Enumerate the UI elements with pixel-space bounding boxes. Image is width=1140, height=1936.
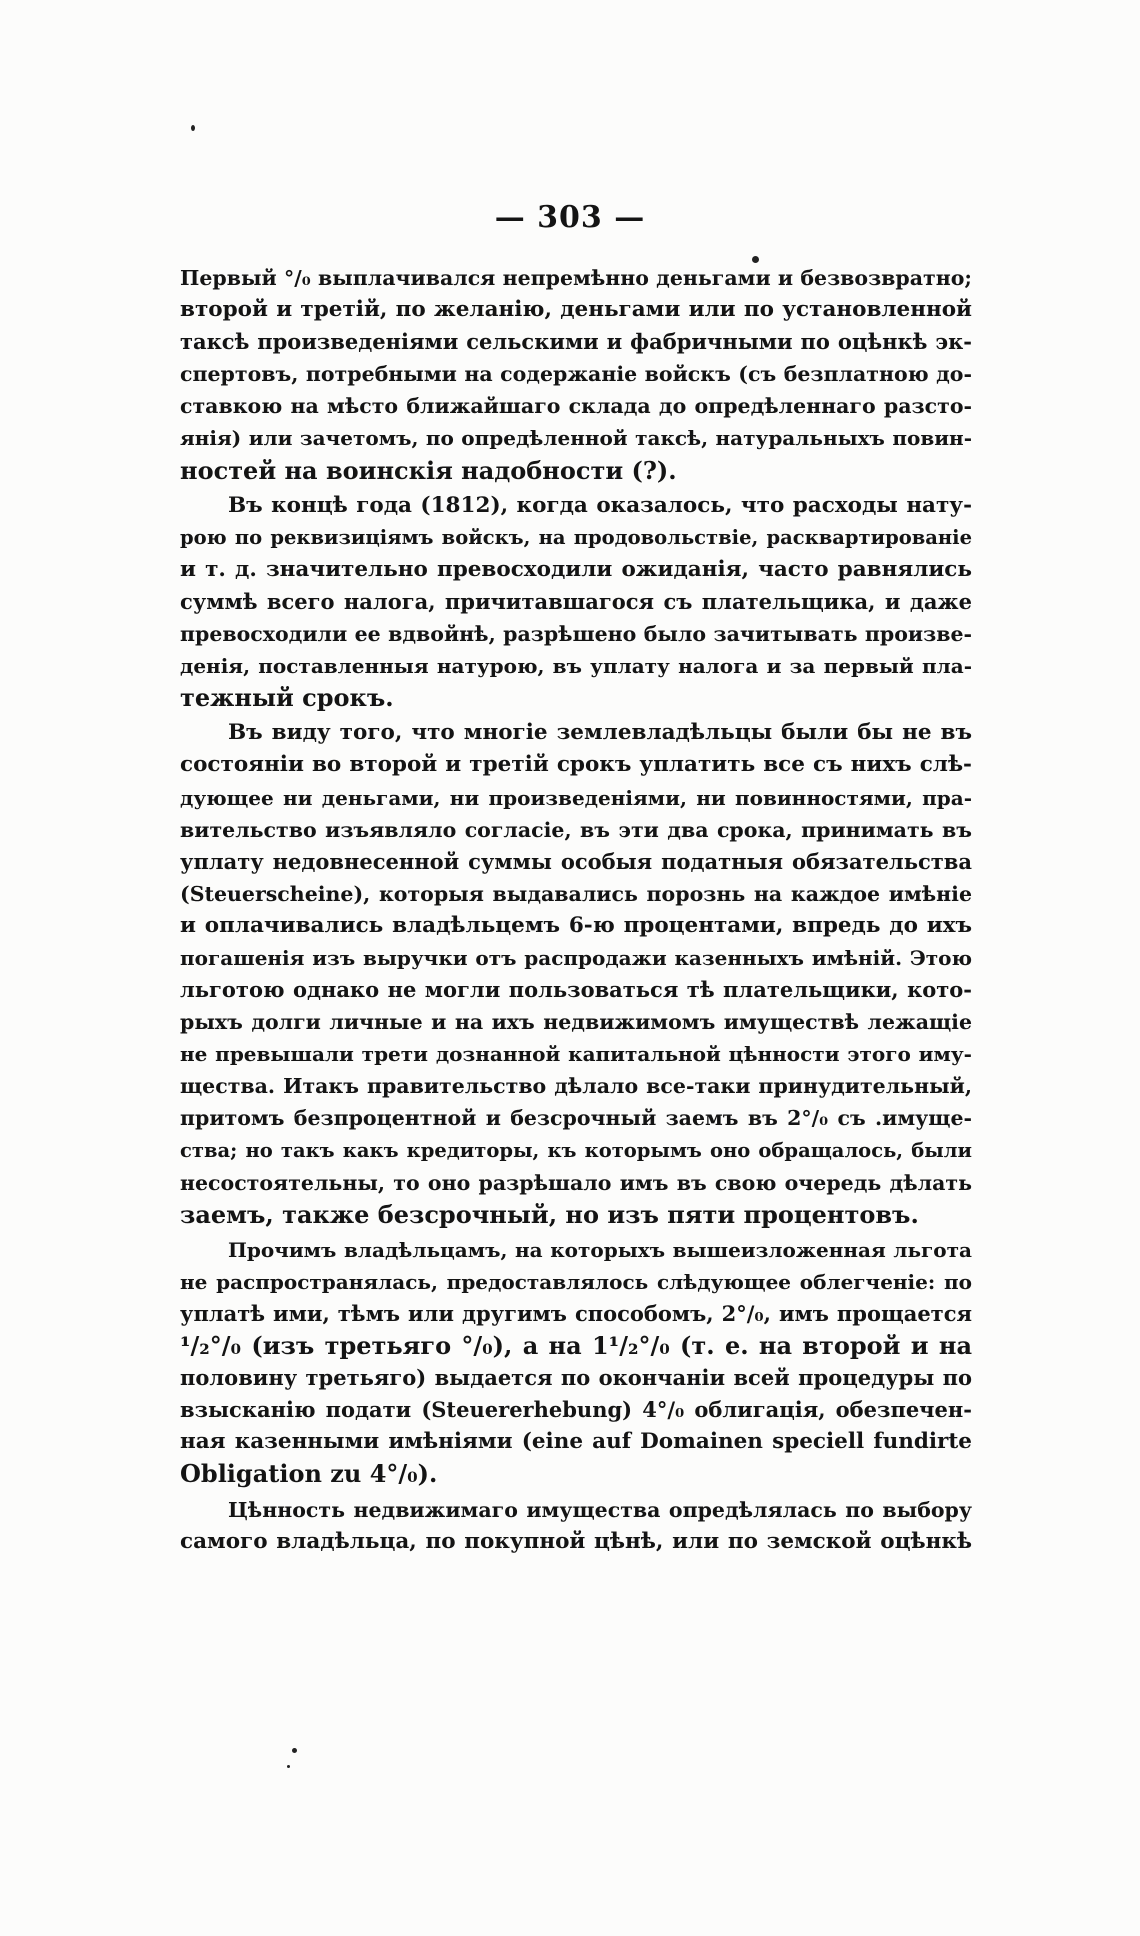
text-line: (Steuerscheine), которыя выдавались порознь на каждое имѣніе bbox=[180, 881, 972, 906]
ink-speck bbox=[292, 1748, 297, 1753]
text-line: Obligation zu 4°/₀). bbox=[180, 1459, 438, 1489]
text-line: уплатѣ ими, тѣмъ или другимъ способомъ, 2°/₀, имъ прощается bbox=[180, 1301, 972, 1326]
text-line: янія) или зачетомъ, по опредѣленной таксѣ, натуральныхъ повин- bbox=[180, 426, 972, 451]
text-line: дующее ни деньгами, ни произведеніями, ни повинностями, пра- bbox=[180, 785, 972, 810]
text-line: самого владѣльца, по покупной цѣнѣ, или по земской оцѣнкѣ bbox=[180, 1528, 972, 1554]
text-line: взысканію подати (Steuererhebung) 4°/₀ облигація, обезпечен- bbox=[180, 1397, 972, 1423]
ink-speck bbox=[287, 1765, 290, 1768]
text-line: притомъ безпроцентной и безсрочный заемъ въ 2°/₀ съ .имуще- bbox=[180, 1106, 972, 1131]
text-line: и т. д. значительно превосходили ожиданія, часто равнялись bbox=[180, 556, 972, 582]
page-number: — 303 — bbox=[494, 200, 646, 235]
text-line: ставкою на мѣсто ближайшаго склада до опредѣленнаго разсто- bbox=[180, 394, 972, 419]
text-line: второй и третій, по желанію, деньгами или по установленной bbox=[180, 297, 972, 323]
text-line: рою по реквизиціямъ войскъ, на продовольствіе, расквартированіе bbox=[180, 525, 972, 549]
paragraph-start: Прочимъ владѣльцамъ, на которыхъ вышеизложенная льгота bbox=[228, 1237, 972, 1262]
text-line: тежный срокъ. bbox=[180, 683, 394, 713]
text-line: несостоятельны, то оно разрѣшало имъ въ свою очередь дѣлать bbox=[180, 1170, 972, 1195]
text-line: не распространялась, предоставлялось слѣдующее облегченіе: по bbox=[180, 1269, 972, 1294]
paragraph-start: Цѣнность недвижимаго имущества опредѣлялась по выбору bbox=[228, 1497, 972, 1522]
body-text bbox=[180, 262, 972, 1558]
text-line: и оплачивались владѣльцемъ 6-ю процентами, впредь до ихъ bbox=[180, 912, 972, 938]
text-line: уплату недовнесенной суммы особыя податныя обязательства bbox=[180, 848, 972, 874]
text-line: заемъ, также безсрочный, но изъ пяти процентовъ. bbox=[180, 1199, 919, 1229]
text-line: состояніи во второй и третій срокъ уплатить все съ нихъ слѣ- bbox=[180, 752, 972, 778]
text-line: ная казенными имѣніями (eine auf Domainen speciell fundirte bbox=[180, 1429, 972, 1455]
text-line: денія, поставленныя натурою, въ уплату налога и за первый пла- bbox=[180, 654, 972, 679]
text-line: вительство изъявляло согласіе, въ эти два срока, принимать въ bbox=[180, 817, 972, 842]
text-line: ства; но такъ какъ кредиторы, къ которымъ оно обращалось, были bbox=[180, 1138, 972, 1162]
text-line: ¹/₂°/₀ (изъ третьяго °/₀), а на 1¹/₂°/₀ (т. е. на второй и на bbox=[180, 1331, 972, 1361]
text-line: таксѣ произведеніями сельскими и фабричными по оцѣнкѣ эк- bbox=[180, 329, 972, 355]
text-line: рыхъ долги личные и на ихъ недвижимомъ имуществѣ лежащіе bbox=[180, 1010, 972, 1035]
text-line: ностей на воинскія надобности (?). bbox=[180, 455, 677, 485]
text-line: погашенія изъ выручки отъ распродажи казенныхъ имѣній. Этою bbox=[180, 945, 972, 970]
text-line: суммѣ всего налога, причитавшагося съ плательщика, и даже bbox=[180, 588, 972, 614]
paragraph-start: Въ концѣ года (1812), когда оказалось, что расходы нату- bbox=[228, 492, 972, 518]
paragraph-start: Въ виду того, что многіе землевладѣльцы были бы не въ bbox=[228, 720, 972, 746]
text-line: превосходили ее вдвойнѣ, разрѣшено было зачитывать произве- bbox=[180, 622, 972, 647]
text-line: щества. Итакъ правительство дѣлало все-таки принудительный, bbox=[180, 1074, 972, 1099]
text-line: половину третьяго) выдается по окончаніи всей процедуры по bbox=[180, 1365, 972, 1391]
text-line: льготою однако не могли пользоваться тѣ плательщики, кото- bbox=[180, 977, 972, 1003]
text-line: не превышали трети дознанной капитальной цѣнности этого иму- bbox=[180, 1042, 972, 1067]
text-line: спертовъ, потребными на содержаніе войскъ (съ безплатною до- bbox=[180, 362, 972, 387]
text-line: Первый °/₀ выплачивался непремѣнно деньгами и безвозвратно; bbox=[180, 266, 972, 290]
ink-speck bbox=[191, 125, 195, 131]
